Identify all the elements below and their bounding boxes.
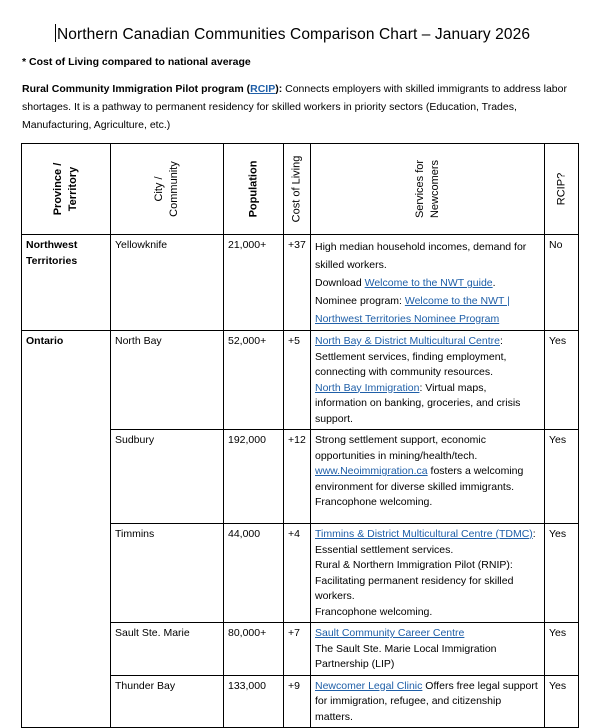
cost-cell: +12	[284, 430, 311, 524]
population-cell: 21,000+	[224, 235, 284, 331]
population-cell: 80,000+	[224, 623, 284, 676]
header-row	[22, 144, 579, 235]
services-cell: Strong settlement support, economic opportunities in mining/health/tech. www.Neoimmigration.ca fosters a welcoming environment for diverse skilled immigrants. Francophone welcoming.	[311, 430, 545, 524]
cost-cell: +9	[284, 675, 311, 728]
document-title: Northern Canadian Communities Comparison Chart – January 2026	[57, 26, 531, 43]
intro-text: Connects employers with skilled immigrants to address labor shortages. It is a pathway to permanent residency for skilled workers in priority sectors (Education, Trades, Manufacturing, Agriculture, etc.)	[22, 83, 567, 131]
cost-cell: +7	[284, 623, 311, 676]
communities-table	[21, 143, 579, 728]
city-cell: Yellowknife	[111, 235, 224, 331]
population-cell: 133,000	[224, 675, 284, 728]
tdmc-link[interactable]: Timmins & District Multicultural Centre (TDMC)	[315, 528, 533, 540]
newcomer-legal-clinic-link[interactable]: Newcomer Legal Clinic	[315, 679, 423, 692]
cost-cell: +4	[284, 524, 311, 623]
header-population: Population	[224, 144, 284, 235]
services-cell: Timmins & District Multicultural Centre (TDMC): Essential settlement services. Rural & Northern Immigration Pilot (RNIP): Facilitating permanent residency for skilled workers. Francophone welcoming.	[311, 524, 545, 623]
services-cell: Sault Community Career Centre The Sault Ste. Marie Local Immigration Partnership (LIP)	[311, 623, 545, 676]
cost-cell: +37	[284, 235, 311, 331]
neoimmigration-link[interactable]: www.Neoimmigration.ca	[315, 465, 428, 477]
rcip-intro	[22, 80, 582, 134]
table-row	[22, 331, 579, 430]
province-cell: Northwest Territories	[22, 235, 111, 331]
city-cell: Thunder Bay	[111, 675, 224, 728]
text-cursor	[55, 24, 56, 42]
header-province: Province / Territory	[22, 144, 111, 235]
table-row	[22, 235, 579, 331]
header-city: City / Community	[111, 144, 224, 235]
province-cell: Ontario	[22, 331, 111, 728]
header-services: Services for Newcomers	[311, 144, 545, 235]
rcip-link[interactable]: RCIP	[250, 83, 276, 95]
north-bay-multicultural-link[interactable]: North Bay & District Multicultural Centre	[315, 335, 500, 347]
services-cell: High median household incomes, demand for skilled workers. Download Welcome to the NWT guide. Nominee program: Welcome to the NWT | Northwest Territories Nominee Program	[311, 235, 545, 331]
north-bay-immigration-link[interactable]: North Bay Immigration	[315, 381, 420, 394]
city-cell: Timmins	[111, 524, 224, 623]
services-cell: Newcomer Legal Clinic Offers free legal support for immigration, refugee, and citizenship matters.	[311, 675, 545, 728]
nwt-nominee-link[interactable]: Welcome to the NWT | Northwest Territories Nominee Program	[315, 295, 510, 325]
cost-cell: +5	[284, 331, 311, 430]
header-cost-of-living: Cost of Living	[284, 144, 311, 235]
rcip-cell: Yes	[545, 623, 579, 676]
intro-heading: Rural Community Immigration Pilot program (RCIP):	[22, 83, 283, 95]
population-cell: 52,000+	[224, 331, 284, 430]
city-cell: Sudbury	[111, 430, 224, 524]
rcip-cell: No	[545, 235, 579, 331]
population-cell: 192,000	[224, 430, 284, 524]
nwt-guide-link[interactable]: Welcome to the NWT guide	[364, 277, 493, 289]
sault-career-centre-link[interactable]: Sault Community Career Centre	[315, 627, 465, 639]
population-cell: 44,000	[224, 524, 284, 623]
rcip-cell: Yes	[545, 430, 579, 524]
city-cell: North Bay	[111, 331, 224, 430]
rcip-cell: Yes	[545, 331, 579, 430]
cost-of-living-note: * Cost of Living compared to national average	[22, 56, 251, 68]
header-rcip: RCIP?	[545, 144, 579, 235]
rcip-cell: Yes	[545, 524, 579, 623]
services-cell: North Bay & District Multicultural Centre: Settlement services, finding employment, connecting with community resources. North Bay Immigration: Virtual maps, information on banking, groceries, and crisis support.	[311, 331, 545, 430]
city-cell: Sault Ste. Marie	[111, 623, 224, 676]
rcip-cell: Yes	[545, 675, 579, 728]
